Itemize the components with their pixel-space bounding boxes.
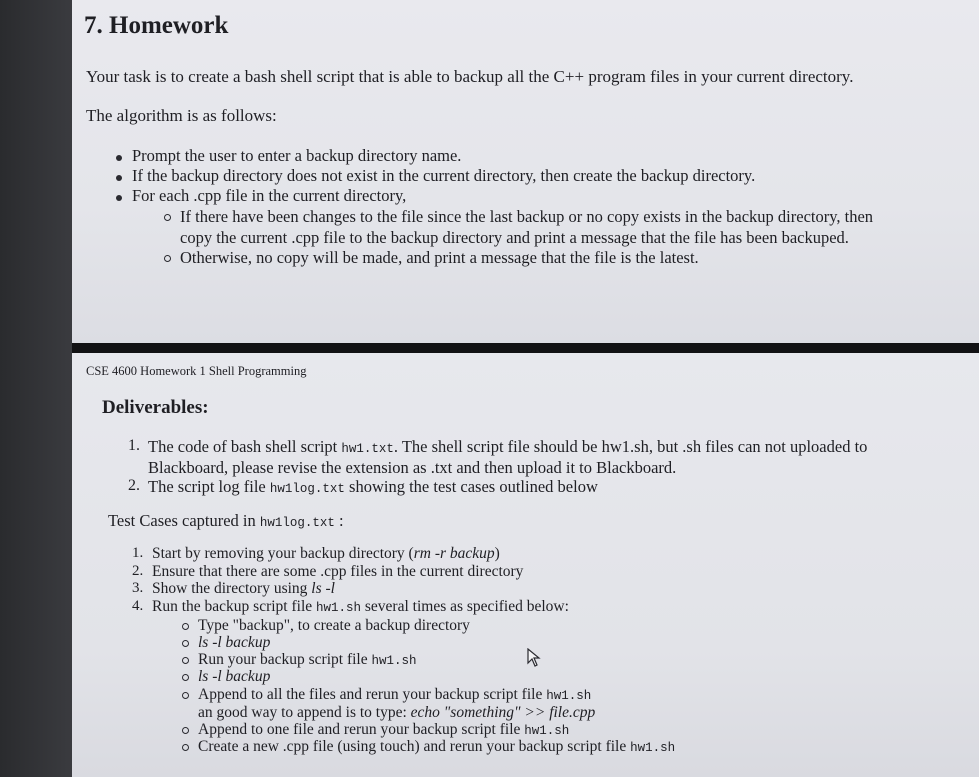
step-number: 2. [132,563,144,579]
sub-step-5-line1: Append to all the files and rerun your backup script file hw1.sh [198,686,592,703]
code-filename: hw1log.txt [269,482,345,496]
code-filename: hw1.sh [524,724,570,738]
code-filename: hw1.txt [341,442,394,456]
sub-bullet-2: Otherwise, no copy will be made, and print a message that the file is the latest. [180,248,699,267]
sub-step-3: Run your backup script file hw1.sh [198,651,417,668]
sub-bullet-circle [182,657,189,664]
document-header: CSE 4600 Homework 1 Shell Programming [86,364,307,378]
page-divider [72,343,979,353]
sub-step-2: ls -l backup [198,634,271,651]
bullet-dot [116,195,122,201]
page-title: 7. Homework [84,12,229,39]
sub-bullet-circle [182,727,189,734]
deliverable-1-line2: Blackboard, please revise the extension as .txt and then upload it to Blackboard. [148,458,677,477]
step-4: Run the backup script file hw1.sh several times as specified below: [152,598,569,615]
background-dark-left [0,0,72,777]
sub-bullet-circle [164,255,171,262]
sub-bullet-circle [182,674,189,681]
sub-step-1: Type "backup", to create a backup directory [198,617,470,634]
step-2: Ensure that there are some .cpp files in the current directory [152,563,524,580]
code-filename: hw1.sh [371,654,417,668]
code-filename: hw1.sh [546,689,592,703]
test-cases-label: Test Cases captured in hw1log.txt : [108,511,344,530]
bullet-dot [116,155,122,161]
sub-step-5-line2: an good way to append is to type: echo "something" >> file.cpp [198,704,596,721]
step-1: Start by removing your backup directory (rm -r backup) [152,545,500,562]
sub-bullet-circle [182,692,189,699]
deliverable-1-line1: The code of bash shell script hw1.txt. The shell script file should be hw1.sh, but .sh files can not uploaded to [148,437,868,456]
sub-bullet-circle [182,640,189,647]
sub-bullet-1-line1: If there have been changes to the file since the last backup or no copy exists in the backup directory, then [180,207,874,226]
bullet-dot [116,175,122,181]
step-number: 3. [132,580,144,596]
item-number: 1. [128,437,140,454]
algorithm-intro: The algorithm is as follows: [86,106,277,125]
sub-step-6: Append to one file and rerun your backup script file hw1.sh [198,721,570,738]
code-filename: hw1.sh [316,601,362,615]
step-3: Show the directory using ls -l [152,580,335,597]
sub-bullet-circle [182,623,189,630]
bullet-item-1: Prompt the user to enter a backup directory name. [132,146,462,165]
code-filename: hw1.sh [630,741,676,755]
sub-bullet-1-line2: copy the current .cpp file to the backup directory and print a message that the file has been backuped. [180,228,849,247]
deliverables-heading: Deliverables: [102,397,209,418]
bullet-item-3: For each .cpp file in the current directory, [132,186,407,205]
mouse-pointer-icon [527,648,541,668]
bullet-item-2: If the backup directory does not exist in the current directory, then create the backup directory. [132,166,756,185]
sub-bullet-circle [182,744,189,751]
intro-paragraph: Your task is to create a bash shell script that is able to backup all the C++ program files in your current directory. [86,67,854,86]
deliverable-2: The script log file hw1log.txt showing the test cases outlined below [148,477,598,496]
step-number: 1. [132,545,144,561]
item-number: 2. [128,477,140,494]
sub-step-7: Create a new .cpp file (using touch) and rerun your backup script file hw1.sh [198,738,676,755]
sub-step-4: ls -l backup [198,668,271,685]
sub-bullet-circle [164,214,171,221]
code-filename: hw1log.txt [259,516,335,530]
step-number: 4. [132,598,144,614]
